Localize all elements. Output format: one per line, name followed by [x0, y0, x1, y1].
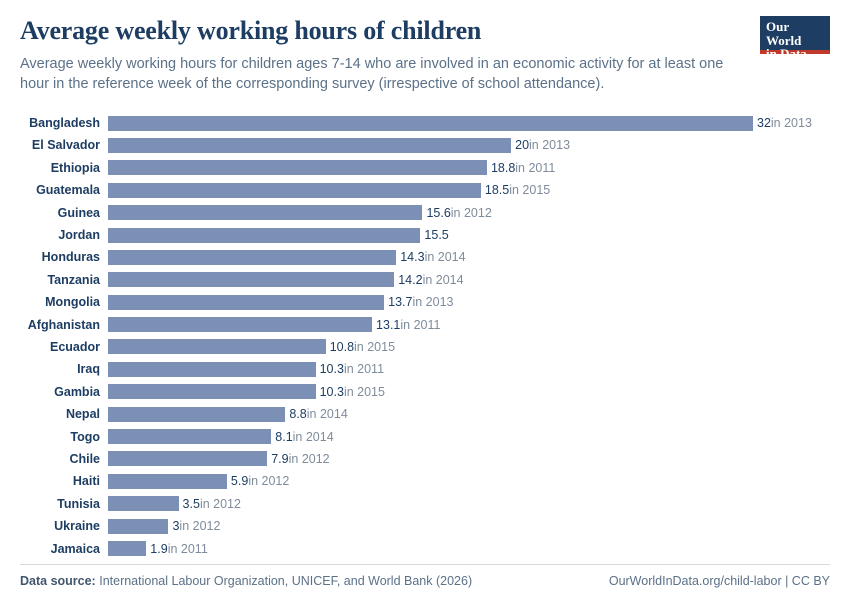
bar-row[interactable] [20, 448, 830, 470]
bar-value-label [376, 318, 440, 332]
bar-track [108, 112, 830, 134]
bar-category-label: Ethiopia [50, 160, 100, 175]
bar-value-number: 13.1 [376, 317, 401, 332]
bar-value-year: in 2012 [248, 474, 290, 489]
bar-value-label [491, 161, 555, 175]
bar-track [108, 313, 830, 335]
bar-value-year: in 2012 [450, 205, 492, 220]
bar-track [108, 224, 830, 246]
bar-track [108, 157, 830, 179]
bar-row[interactable] [20, 201, 830, 223]
bar-value-year: in 2014 [292, 429, 334, 444]
bar-row[interactable] [20, 224, 830, 246]
bar-value-number: 13.7 [388, 295, 413, 310]
data-source [20, 574, 472, 588]
bar-category-label: Mongolia [45, 295, 100, 310]
bar [108, 272, 394, 287]
bar-value-year: in 2011 [400, 317, 441, 332]
bar-value-number: 15.6 [426, 205, 451, 220]
bar-row[interactable] [20, 112, 830, 134]
bar-value-label [330, 340, 395, 354]
bar-value-year: in 2013 [770, 116, 812, 131]
bar-row[interactable] [20, 403, 830, 425]
bar-track [108, 336, 830, 358]
bar-value-number: 1.9 [150, 541, 168, 556]
bar-category-label: Ukraine [54, 519, 100, 534]
logo-line-1: Our World [766, 19, 802, 48]
bar-category-label: Haiti [72, 474, 100, 489]
bar-category-label: Nepal [65, 407, 100, 422]
bar-category-label: Bangladesh [29, 116, 100, 131]
bar-value-label [320, 385, 385, 399]
bar-track [108, 381, 830, 403]
bar-value-number: 8.1 [275, 429, 293, 444]
bar-category-label: Chile [69, 451, 100, 466]
bar-track [108, 493, 830, 515]
bar-value-label [150, 542, 207, 556]
bar-value-label [231, 474, 289, 488]
bar-category-label: El Salvador [31, 138, 100, 153]
bar-track [108, 134, 830, 156]
bar-row[interactable] [20, 269, 830, 291]
bar [108, 295, 384, 310]
bar-value-year: in 2015 [509, 183, 551, 198]
bar-track [108, 403, 830, 425]
page-title: Average weekly working hours of children [20, 16, 482, 45]
bar-value-number: 10.3 [319, 384, 344, 399]
bar-value-year: in 2015 [343, 384, 385, 399]
bar-value-label [183, 497, 241, 511]
bar-category-label: Tunisia [57, 496, 100, 511]
bar [108, 228, 420, 243]
bar-row[interactable] [20, 358, 830, 380]
bar-row[interactable] [20, 157, 830, 179]
bar [108, 519, 168, 534]
bar-value-label [172, 519, 220, 533]
bar [108, 116, 753, 131]
bar-value-number: 32 [757, 116, 771, 131]
chart-footer [20, 564, 830, 588]
bar-value-year: in 2012 [199, 496, 241, 511]
bar-value-year: in 2014 [424, 250, 466, 265]
bar-category-label: Tanzania [47, 272, 100, 287]
bar-track [108, 515, 830, 537]
bar-value-number: 18.5 [484, 183, 510, 198]
bar-row[interactable] [20, 515, 830, 537]
bar-value-year: in 2011 [515, 160, 556, 175]
bar [108, 384, 316, 399]
bar-value-number: 14.3 [400, 250, 425, 265]
bar-category-label: Guinea [57, 205, 100, 220]
bar-value-year: in 2014 [422, 272, 464, 287]
bar-category-label: Ecuador [49, 339, 100, 354]
bar-value-year: in 2011 [167, 541, 208, 556]
bar [108, 205, 422, 220]
bar-value-label [275, 430, 333, 444]
bar-value-year: in 2013 [529, 138, 571, 153]
bar-track [108, 358, 830, 380]
bar-value-number: 5.9 [230, 474, 249, 489]
bar-value-year: in 2011 [343, 362, 385, 377]
bar [108, 317, 372, 332]
bar-value-label [485, 183, 550, 197]
bar [108, 451, 267, 466]
bar-value-label [398, 273, 463, 287]
bar-value-year: in 2012 [179, 519, 221, 534]
bar-value-label [388, 295, 453, 309]
bar-track [108, 291, 830, 313]
bar-value-year: in 2012 [288, 451, 330, 466]
bar-category-label: Honduras [41, 250, 100, 265]
bar-category-label: Gambia [54, 384, 100, 399]
data-source-text: International Labour Organization, UNICEF, and World Bank (2026) [99, 574, 473, 588]
bar-track [108, 246, 830, 268]
bar-category-label: Jamaica [50, 541, 100, 556]
bar-value-number: 18.8 [490, 160, 516, 175]
bar-row[interactable] [20, 336, 830, 358]
bar-track [108, 201, 830, 223]
bar-value-number: 3 [172, 519, 180, 534]
bar-value-label [757, 116, 812, 130]
bar-value-number: 8.8 [289, 407, 307, 422]
footer-attribution[interactable]: OurWorldInData.org/child-labor | CC BY [608, 574, 830, 588]
bar-row[interactable] [20, 425, 830, 447]
bar-category-label: Togo [70, 429, 100, 444]
bar-row[interactable] [20, 134, 830, 156]
bar-value-year: in 2015 [354, 339, 396, 354]
bar-value-label [515, 138, 570, 152]
bar-chart [20, 112, 830, 562]
bar [108, 496, 179, 511]
bar-value-year: in 2014 [306, 407, 348, 422]
bar [108, 138, 511, 153]
bar [108, 339, 326, 354]
data-source-label: Data source: [20, 574, 96, 588]
chart-header [20, 16, 830, 94]
bar-row[interactable] [20, 537, 830, 559]
bar-value-number: 3.5 [182, 496, 200, 511]
bar-category-label: Iraq [77, 362, 100, 377]
bar-row[interactable] [20, 493, 830, 515]
bar-value-year: in 2013 [412, 295, 454, 310]
bar-value-label [424, 228, 448, 242]
bar-row[interactable] [20, 470, 830, 492]
bar-track [108, 269, 830, 291]
bar [108, 474, 227, 489]
bar [108, 429, 271, 444]
bar-row[interactable] [20, 313, 830, 335]
bar-value-label [426, 206, 491, 220]
bar-value-label [271, 452, 329, 466]
logo-line-2: in Data [766, 46, 807, 62]
bar [108, 541, 146, 556]
bar-value-number: 7.9 [271, 451, 289, 466]
bar-category-label: Jordan [58, 228, 100, 243]
bar-track [108, 448, 830, 470]
bar-row[interactable] [20, 381, 830, 403]
bar-value-number: 14.2 [398, 272, 423, 287]
bar-row[interactable] [20, 291, 830, 313]
bar-category-label: Afghanistan [27, 317, 100, 332]
bar-track [108, 537, 830, 559]
bar-value-label [400, 250, 465, 264]
chart-subtitle: Average weekly working hours for children ages 7-14 who are involved in an economic activity for at least one hour in the reference week of the corresponding survey (irrespective of school attendance). [20, 55, 724, 92]
bar [108, 250, 396, 265]
bar [108, 183, 481, 198]
bar-value-number: 10.3 [319, 362, 344, 377]
bar-value-label [320, 362, 384, 376]
bar-row[interactable] [20, 179, 830, 201]
bar-value-label [289, 407, 347, 421]
bar-value-number: 15.5 [424, 228, 449, 243]
bar-track [108, 470, 830, 492]
our-world-in-data-logo[interactable] [760, 16, 830, 62]
bar-value-number: 10.8 [329, 339, 355, 354]
bar [108, 407, 285, 422]
bar-category-label: Guatemala [36, 183, 100, 198]
bar [108, 362, 316, 377]
bar-rows [20, 112, 830, 560]
bar [108, 160, 487, 175]
bar-track [108, 179, 830, 201]
bar-row[interactable] [20, 246, 830, 268]
bar-value-number: 20 [515, 138, 530, 153]
bar-track [108, 425, 830, 447]
